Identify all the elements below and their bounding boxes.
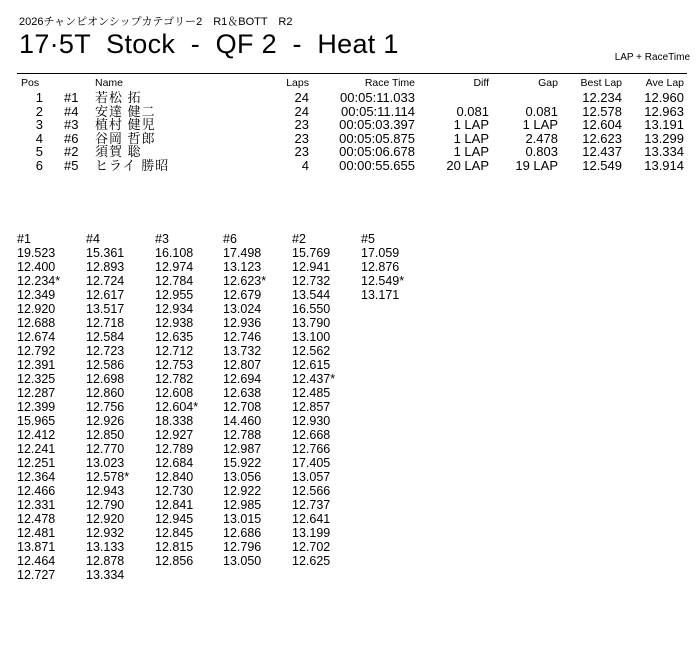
lap-time: 12.718 — [86, 316, 125, 330]
cell-name: 植村 健児 — [95, 117, 156, 132]
lap-time: 19.523 — [17, 246, 56, 260]
lap-time: 12.732 — [292, 274, 331, 288]
lap-time: 12.860 — [86, 386, 125, 400]
cell-ave-lap: 13.914 — [644, 157, 684, 173]
lap-column — [361, 232, 431, 302]
lap-time: 12.770 — [86, 442, 125, 456]
lap-time: 12.481 — [17, 526, 56, 540]
col-header-diff: Diff — [473, 77, 489, 89]
lap-time: 12.412 — [17, 428, 56, 442]
lap-time: 12.920 — [86, 512, 125, 526]
cell-diff: 1 LAP — [453, 130, 489, 146]
cell-diff: 1 LAP — [453, 144, 489, 159]
cell-race-time: 00:05:03.397 — [339, 117, 415, 132]
lap-time: 12.391 — [17, 358, 56, 372]
cell-num: #2 — [64, 144, 79, 159]
lap-time: 12.712 — [155, 344, 194, 358]
cell-diff: 1 LAP — [453, 117, 489, 132]
lap-time: 15.361 — [86, 246, 125, 260]
lap-time: 12.578* — [86, 470, 130, 484]
cell-name: 須賀 聡 — [95, 144, 142, 159]
cell-gap: 19 LAP — [515, 157, 558, 173]
lap-time: 12.674 — [17, 330, 56, 344]
lap-time: 12.934 — [155, 302, 194, 316]
col-header-pos: Pos — [21, 77, 40, 89]
cell-ave-lap: 12.963 — [644, 103, 684, 119]
lap-time: 12.586 — [86, 358, 125, 372]
lap-time: 12.955 — [155, 288, 194, 302]
cell-race-time: 00:05:06.678 — [339, 144, 415, 159]
lap-time: 12.635 — [155, 330, 194, 344]
lap-time: 12.702 — [292, 540, 331, 554]
cell-laps: 23 — [294, 130, 309, 146]
col-header-best-lap: Best Lap — [580, 77, 622, 89]
cell-laps: 23 — [294, 117, 309, 132]
results-header-row — [17, 77, 687, 91]
cell-gap: 0.081 — [525, 103, 558, 119]
lap-time: 12.792 — [17, 344, 56, 358]
lap-time: 12.617 — [86, 288, 125, 302]
lap-time: 12.845 — [155, 526, 194, 540]
lap-time: 12.807 — [223, 358, 262, 372]
heat-title: 17·5T Stock - QF 2 - Heat 1 — [19, 29, 399, 59]
lap-column-car-number: #6 — [223, 232, 237, 246]
lap-time: 12.325 — [17, 372, 56, 386]
col-header-laps: Laps — [286, 77, 309, 89]
lap-time: 12.941 — [292, 260, 331, 274]
lap-time: 12.708 — [223, 400, 262, 414]
lap-time: 13.050 — [223, 554, 262, 568]
lap-time: 13.871 — [17, 540, 56, 554]
lap-time: 12.331 — [17, 498, 56, 512]
cell-laps: 24 — [294, 90, 309, 105]
cell-num: #5 — [64, 157, 79, 173]
lap-time: 13.171 — [361, 288, 400, 302]
lap-time: 12.788 — [223, 428, 262, 442]
lap-column — [155, 232, 225, 568]
cell-ave-lap: 13.334 — [644, 144, 684, 159]
lap-time: 12.938 — [155, 316, 194, 330]
cell-best-lap: 12.549 — [582, 157, 622, 173]
results-row — [17, 132, 687, 146]
lap-time: 17.498 — [223, 246, 262, 260]
lap-time: 12.730 — [155, 484, 194, 498]
lap-time: 16.550 — [292, 302, 331, 316]
lap-time: 12.566 — [292, 484, 331, 498]
lap-column-car-number: #4 — [86, 232, 100, 246]
lap-time: 12.857 — [292, 400, 331, 414]
lap-time: 12.856 — [155, 554, 194, 568]
lap-column-car-number: #1 — [17, 232, 31, 246]
cell-name: 安達 健二 — [95, 103, 156, 119]
lap-time: 12.686 — [223, 526, 262, 540]
cell-gap: 1 LAP — [522, 117, 558, 132]
lap-time: 12.623* — [223, 274, 267, 288]
lap-time: 13.517 — [86, 302, 125, 316]
lap-time: 12.922 — [223, 484, 262, 498]
lap-time: 12.987 — [223, 442, 262, 456]
lap-time: 12.400 — [17, 260, 56, 274]
lap-time: 12.251 — [17, 456, 56, 470]
lap-time: 12.782 — [155, 372, 194, 386]
lap-time: 12.399 — [17, 400, 56, 414]
cell-best-lap: 12.578 — [582, 103, 622, 119]
lap-time: 12.841 — [155, 498, 194, 512]
cell-name: ヒライ 勝昭 — [95, 157, 170, 173]
lap-time: 12.784 — [155, 274, 194, 288]
lap-time: 13.334 — [86, 568, 125, 582]
lap-time: 13.123 — [223, 260, 262, 274]
results-row — [17, 145, 687, 159]
lap-time: 12.766 — [292, 442, 331, 456]
lap-time: 12.727 — [17, 568, 56, 582]
header-divider — [17, 73, 687, 74]
lap-time: 12.756 — [86, 400, 125, 414]
lap-time: 13.100 — [292, 330, 331, 344]
lap-time: 12.485 — [292, 386, 331, 400]
lap-time: 15.922 — [223, 456, 262, 470]
results-row — [17, 159, 687, 173]
cell-pos: 6 — [35, 157, 43, 173]
lap-time: 12.694 — [223, 372, 262, 386]
cell-pos: 4 — [35, 130, 43, 146]
lap-time: 13.023 — [86, 456, 125, 470]
lap-column-car-number: #2 — [292, 232, 306, 246]
col-header-gap: Gap — [538, 77, 558, 89]
lap-time: 12.927 — [155, 428, 194, 442]
lap-time: 13.056 — [223, 470, 262, 484]
cell-diff: 20 LAP — [446, 157, 489, 173]
lap-time: 12.974 — [155, 260, 194, 274]
lap-time: 12.549* — [361, 274, 405, 288]
lap-time: 12.943 — [86, 484, 125, 498]
lap-time: 12.746 — [223, 330, 262, 344]
cell-race-time: 00:05:11.114 — [341, 103, 415, 119]
lap-time: 12.698 — [86, 372, 125, 386]
cell-best-lap: 12.623 — [582, 130, 622, 146]
lap-mode-label: LAP + RaceTime — [614, 52, 690, 63]
lap-time: 12.584 — [86, 330, 125, 344]
col-header-name: Name — [95, 77, 124, 89]
lap-time: 12.790 — [86, 498, 125, 512]
lap-time: 13.199 — [292, 526, 331, 540]
lap-time: 12.926 — [86, 414, 125, 428]
lap-time: 12.850 — [86, 428, 125, 442]
lap-time: 12.641 — [292, 512, 331, 526]
results-row — [17, 118, 687, 132]
lap-time: 13.057 — [292, 470, 331, 484]
lap-time: 12.625 — [292, 554, 331, 568]
lap-time: 12.464 — [17, 554, 56, 568]
lap-time: 12.437* — [292, 372, 336, 386]
cell-name: 若松 拓 — [95, 90, 142, 105]
lap-time: 12.840 — [155, 470, 194, 484]
lap-time: 12.684 — [155, 456, 194, 470]
results-row — [17, 105, 687, 119]
cell-num: #4 — [64, 103, 79, 119]
cell-ave-lap: 13.191 — [644, 117, 684, 132]
cell-race-time: 00:05:05.875 — [339, 130, 415, 146]
cell-best-lap: 12.234 — [582, 90, 622, 105]
lap-time: 12.930 — [292, 414, 331, 428]
cell-num: #3 — [64, 117, 79, 132]
lap-time: 12.562 — [292, 344, 331, 358]
col-header-race-time: Race Time — [364, 77, 415, 89]
cell-num: #1 — [64, 90, 79, 105]
event-subtitle: 2026チャンピオンシップカテゴリー2 R1＆BOTT R2 — [19, 16, 293, 28]
lap-time: 17.405 — [292, 456, 331, 470]
lap-column-car-number: #5 — [361, 232, 375, 246]
cell-laps: 4 — [301, 157, 309, 173]
lap-time: 12.936 — [223, 316, 262, 330]
lap-time: 12.876 — [361, 260, 400, 274]
results-table — [17, 77, 687, 172]
cell-gap: 2.478 — [525, 130, 558, 146]
lap-column — [223, 232, 293, 568]
cell-pos: 3 — [35, 117, 43, 132]
lap-time: 13.544 — [292, 288, 331, 302]
cell-race-time: 00:05:11.033 — [340, 90, 415, 105]
lap-time: 12.789 — [155, 442, 194, 456]
lap-time: 12.945 — [155, 512, 194, 526]
lap-time: 12.753 — [155, 358, 194, 372]
cell-best-lap: 12.604 — [582, 117, 622, 132]
lap-time: 13.790 — [292, 316, 331, 330]
cell-pos: 2 — [35, 103, 43, 119]
col-header-ave-lap: Ave Lap — [645, 77, 684, 89]
cell-race-time: 00:00:55.655 — [339, 157, 415, 173]
lap-column — [292, 232, 362, 568]
lap-time: 12.615 — [292, 358, 331, 372]
lap-time: 12.796 — [223, 540, 262, 554]
lap-time: 12.287 — [17, 386, 56, 400]
lap-time: 12.349 — [17, 288, 56, 302]
lap-column-car-number: #3 — [155, 232, 169, 246]
cell-diff: 0.081 — [456, 103, 489, 119]
cell-best-lap: 12.437 — [582, 144, 622, 159]
lap-time: 12.815 — [155, 540, 194, 554]
lap-time: 12.234* — [17, 274, 61, 288]
lap-time: 12.932 — [86, 526, 125, 540]
lap-column — [86, 232, 156, 582]
lap-time: 12.466 — [17, 484, 56, 498]
lap-time: 17.059 — [361, 246, 400, 260]
cell-ave-lap: 13.299 — [644, 130, 684, 146]
lap-time: 12.724 — [86, 274, 125, 288]
lap-time: 14.460 — [223, 414, 262, 428]
lap-column — [17, 232, 87, 582]
lap-time: 12.478 — [17, 512, 56, 526]
cell-num: #6 — [64, 130, 79, 146]
lap-time: 12.679 — [223, 288, 262, 302]
lap-time: 13.732 — [223, 344, 262, 358]
lap-time: 16.108 — [155, 246, 194, 260]
lap-time: 12.241 — [17, 442, 56, 456]
cell-ave-lap: 12.960 — [644, 90, 684, 105]
lap-time: 13.024 — [223, 302, 262, 316]
lap-time: 12.985 — [223, 498, 262, 512]
lap-time: 12.364 — [17, 470, 56, 484]
cell-laps: 23 — [294, 144, 309, 159]
lap-time: 13.015 — [223, 512, 262, 526]
cell-laps: 24 — [294, 103, 309, 119]
lap-time: 12.723 — [86, 344, 125, 358]
lap-time: 12.920 — [17, 302, 56, 316]
lap-time: 12.638 — [223, 386, 262, 400]
lap-time: 12.668 — [292, 428, 331, 442]
lap-time: 12.688 — [17, 316, 56, 330]
lap-time: 12.604* — [155, 400, 199, 414]
lap-time: 15.965 — [17, 414, 56, 428]
lap-time: 15.769 — [292, 246, 331, 260]
lap-time: 12.608 — [155, 386, 194, 400]
cell-name: 谷岡 哲郎 — [95, 130, 156, 146]
lap-time: 12.893 — [86, 260, 125, 274]
cell-pos: 1 — [35, 90, 43, 105]
lap-time: 13.133 — [86, 540, 125, 554]
lap-time: 12.878 — [86, 554, 125, 568]
lap-time: 12.737 — [292, 498, 331, 512]
cell-gap: 0.803 — [525, 144, 558, 159]
results-row — [17, 91, 687, 105]
lap-time: 18.338 — [155, 414, 194, 428]
cell-pos: 5 — [35, 144, 43, 159]
